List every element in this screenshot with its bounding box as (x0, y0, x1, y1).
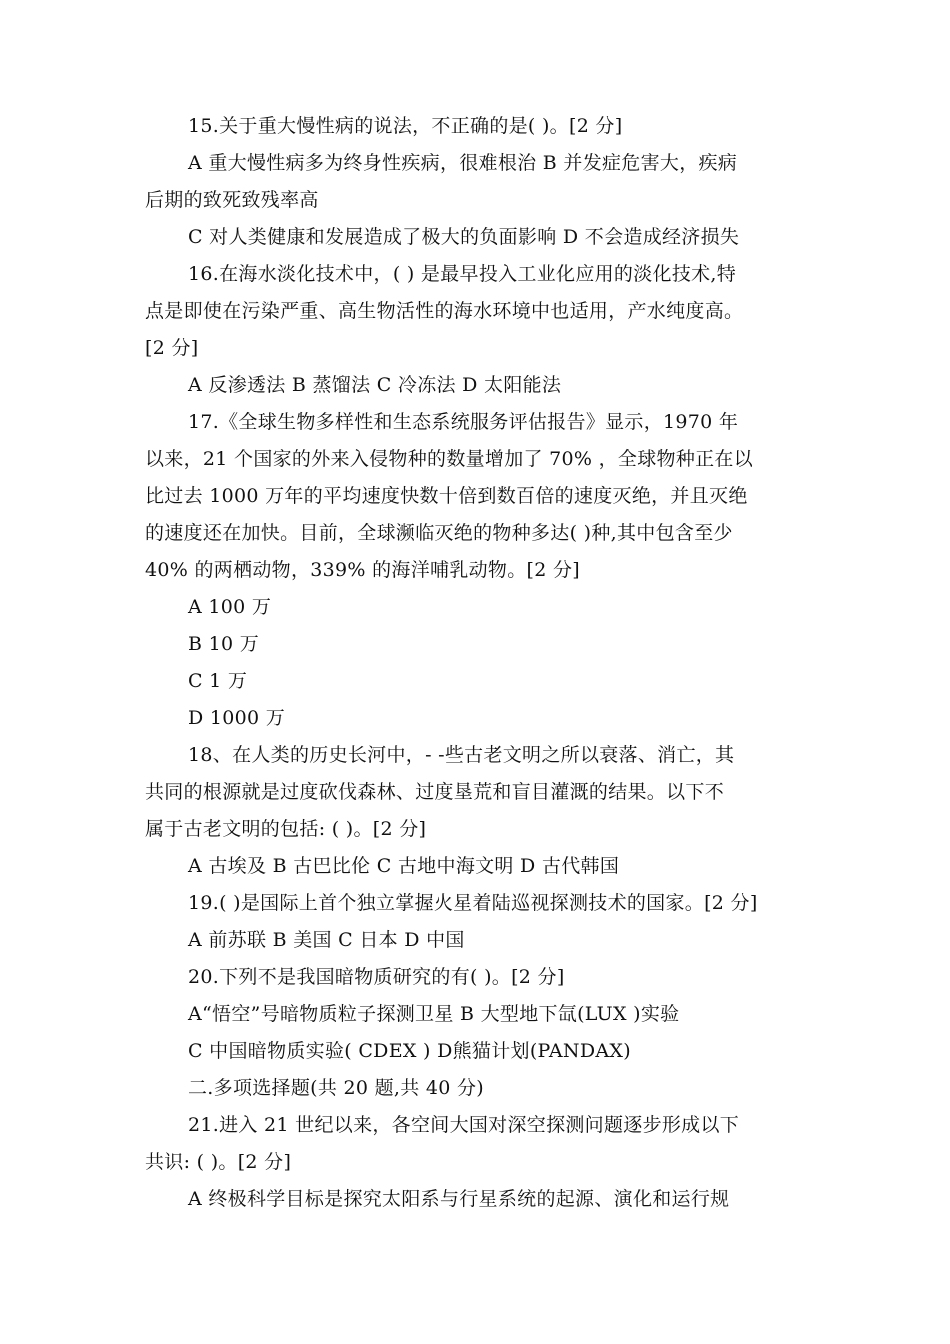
question-19-options: A 前苏联 B 美国 C 日本 D 中国 (188, 929, 465, 951)
question-16-stem-line-1: 16.在海水淡化技术中，( ) 是最早投入工业化应用的淡化技术,特 (188, 263, 737, 285)
question-17-stem-line-4: 的速度还在加快。目前，全球濒临灭绝的物种多达( )种,其中包含至少 (145, 522, 733, 544)
question-18-options: A 古埃及 B 古巴比伦 C 古地中海文明 D 古代韩国 (188, 855, 620, 877)
question-19-stem: 19.( )是国际上首个独立掌握火星着陆巡视探测技术的国家。[2 分] (188, 892, 758, 914)
question-16-score: [2 分] (145, 337, 199, 359)
question-17-option-c: C 1 万 (188, 670, 248, 692)
question-17-option-a: A 100 万 (188, 596, 272, 618)
question-17-option-b: B 10 万 (188, 633, 260, 655)
question-15-options-line-3: C 对人类健康和发展造成了极大的负面影响 D 不会造成经济损失 (188, 226, 740, 248)
question-17-option-d: D 1000 万 (188, 707, 286, 729)
question-15-options-line-2: 后期的致死致残率高 (145, 189, 319, 211)
question-16-options: A 反渗透法 B 蒸馏法 C 冷冻法 D 太阳能法 (188, 374, 562, 396)
question-16-stem-line-2: 点是即使在污染严重、高生物活性的海水环境中也适用，产水纯度高。 (145, 300, 744, 322)
question-18-stem-line-1: 18、在人类的历史长河中，- -些古老文明之所以衰落、消亡，其 (188, 744, 735, 766)
section-heading-multiple-choice: 二.多项选择题(共 20 题,共 40 分) (188, 1077, 485, 1099)
question-20-options-line-1: A“悟空”号暗物质粒子探测卫星 B 大型地下氙(LUX )实验 (188, 1003, 680, 1025)
question-17-stem-line-5: 40% 的两栖动物，339% 的海洋哺乳动物。[2 分] (145, 559, 580, 581)
question-15-stem: 15.关于重大慢性病的说法，不正确的是( )。[2 分] (188, 115, 623, 137)
question-17-stem-line-1: 17.《全球生物多样性和生态系统服务评估报告》显示，1970 年 (188, 411, 739, 433)
question-21-stem-line-2: 共识: ( )。[2 分] (145, 1151, 292, 1173)
question-17-stem-line-3: 比过去 1000 万年的平均速度快数十倍到数百倍的速度灭绝，并且灭绝 (145, 485, 748, 507)
question-21-stem-line-1: 21.进入 21 世纪以来，各空间大国对深空探测问题逐步形成以下 (188, 1114, 740, 1136)
question-15-options-line-1: A 重大慢性病多为终身性疾病，很难根治 B 并发症危害大，疾病 (188, 152, 738, 174)
question-20-options-line-2: C 中国暗物质实验( CDEX ) D熊猫计划(PANDAX) (188, 1040, 631, 1062)
question-21-option-a: A 终极科学目标是探究太阳系与行星系统的起源、演化和运行规 (188, 1188, 730, 1210)
question-18-stem-line-3: 属于古老文明的包括: ( )。[2 分] (145, 818, 427, 840)
question-20-stem: 20.下列不是我国暗物质研究的有( )。[2 分] (188, 966, 565, 988)
document-body (145, 108, 815, 1218)
question-18-stem-line-2: 共同的根源就是过度砍伐森林、过度垦荒和盲目灌溉的结果。以下不 (145, 781, 725, 803)
question-17-stem-line-2: 以来，21 个国家的外来入侵物种的数量增加了 70% ，全球物种正在以 (145, 448, 754, 470)
